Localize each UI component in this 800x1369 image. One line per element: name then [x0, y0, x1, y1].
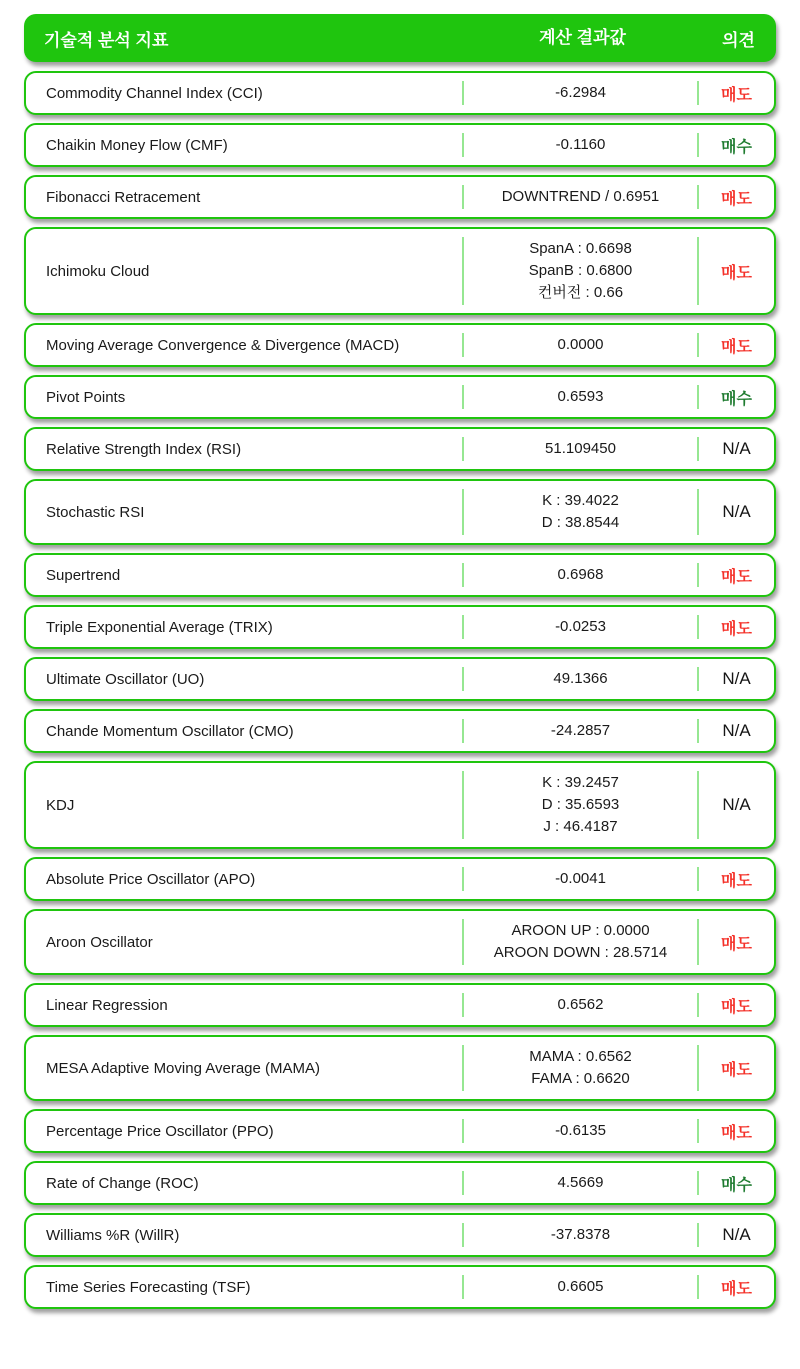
indicator-opinion: N/A: [722, 439, 751, 458]
indicator-row-19: [24, 1213, 776, 1257]
indicator-value-line: SpanA : 0.6698: [529, 240, 632, 257]
indicator-value-line: D : 38.8544: [541, 514, 620, 531]
indicator-opinion: N/A: [722, 669, 751, 688]
header-opinion-label: 의견: [722, 30, 755, 50]
indicator-row-18: [24, 1161, 776, 1205]
indicator-opinion: N/A: [722, 721, 751, 740]
indicator-value-line: 0.6605: [557, 1278, 604, 1295]
indicator-rows-list: [24, 71, 776, 1309]
indicator-opinion: 매도: [721, 1280, 752, 1298]
indicator-row-4: [24, 323, 776, 367]
indicator-row-9: [24, 605, 776, 649]
indicator-value-line: 0.6968: [557, 566, 604, 583]
indicator-name: Chaikin Money Flow (CMF): [46, 136, 228, 154]
indicator-value-line: 0.6593: [557, 388, 604, 405]
header-indicator-label: 기술적 분석 지표: [44, 30, 169, 50]
indicator-row-7: [24, 479, 776, 545]
indicator-value-line: AROON UP : 0.0000: [511, 922, 650, 939]
indicator-row-6: [24, 427, 776, 471]
indicator-value-line: 49.1366: [553, 670, 608, 687]
indicator-opinion: 매수: [721, 138, 752, 156]
indicator-value: [462, 719, 699, 743]
indicator-value: [462, 237, 699, 305]
indicator-opinion: 매도: [721, 86, 752, 104]
indicator-name: KDJ: [46, 796, 75, 814]
indicator-value: [462, 1045, 699, 1091]
indicator-name: Linear Regression: [46, 996, 168, 1014]
indicator-row-20: [24, 1265, 776, 1309]
indicator-value: [462, 1223, 699, 1247]
indicator-value-line: -24.2857: [550, 722, 611, 739]
indicator-row-14: [24, 909, 776, 975]
indicator-opinion: 매도: [721, 1124, 752, 1142]
indicator-name: Fibonacci Retracement: [46, 188, 201, 206]
indicator-name: Pivot Points: [46, 388, 126, 406]
header-value-label: 계산 결과값: [539, 28, 626, 47]
indicator-value: [462, 667, 699, 691]
indicator-value-line: -0.1160: [555, 136, 606, 153]
indicator-name: Ichimoku Cloud: [46, 262, 150, 280]
indicator-value: [462, 993, 699, 1017]
indicator-value-line: D : 35.6593: [541, 796, 620, 813]
indicator-value-line: MAMA : 0.6562: [529, 1048, 632, 1065]
indicator-row-2: [24, 175, 776, 219]
indicator-value: [462, 489, 699, 535]
indicator-value: [462, 563, 699, 587]
indicator-opinion: N/A: [722, 795, 751, 814]
indicator-row-17: [24, 1109, 776, 1153]
indicator-opinion: 매도: [721, 338, 752, 356]
indicator-name: Supertrend: [46, 566, 121, 584]
indicator-row-11: [24, 709, 776, 753]
table-header-row: [24, 14, 776, 62]
indicator-value: [462, 1275, 699, 1299]
indicator-name: Ultimate Oscillator (UO): [46, 670, 205, 688]
indicator-row-12: [24, 761, 776, 849]
indicator-value: [462, 185, 699, 209]
indicator-value: [462, 1171, 699, 1195]
indicator-value: [462, 133, 699, 157]
indicator-name: Stochastic RSI: [46, 503, 145, 521]
indicator-opinion: 매도: [721, 935, 752, 953]
indicator-value-line: J : 46.4187: [543, 818, 618, 835]
indicator-name: Time Series Forecasting (TSF): [46, 1278, 251, 1296]
indicator-name: Moving Average Convergence & Divergence (MACD): [46, 336, 400, 354]
indicator-value: [462, 437, 699, 461]
indicator-value-line: -0.6135: [555, 1122, 606, 1139]
indicator-opinion: 매수: [721, 390, 752, 408]
indicator-value-line: -6.2984: [555, 84, 606, 101]
indicator-value: [462, 385, 699, 409]
indicator-value-line: -37.8378: [550, 1226, 611, 1243]
indicator-value: [462, 615, 699, 639]
indicator-value-line: 컨버전 : 0.66: [537, 284, 624, 301]
indicator-name: Triple Exponential Average (TRIX): [46, 618, 273, 636]
indicator-name: MESA Adaptive Moving Average (MAMA): [46, 1059, 321, 1077]
indicator-row-0: [24, 71, 776, 115]
indicator-row-3: [24, 227, 776, 315]
indicator-opinion: 매도: [721, 1061, 752, 1079]
indicator-value: [462, 1119, 699, 1143]
indicator-value-line: -0.0041: [555, 870, 606, 887]
indicator-opinion: 매도: [721, 998, 752, 1016]
indicator-value: [462, 771, 699, 839]
indicator-name: Commodity Channel Index (CCI): [46, 84, 263, 102]
indicator-name: Absolute Price Oscillator (APO): [46, 870, 256, 888]
indicator-value-line: AROON DOWN : 28.5714: [493, 944, 668, 961]
indicator-opinion: 매도: [721, 620, 752, 638]
indicator-opinion: N/A: [722, 1225, 751, 1244]
indicator-value: [462, 81, 699, 105]
indicator-opinion: 매도: [721, 264, 752, 282]
indicator-value: [462, 333, 699, 357]
indicator-value-line: FAMA : 0.6620: [531, 1070, 630, 1087]
indicator-value-line: 51.109450: [545, 440, 616, 457]
indicator-name: Chande Momentum Oscillator (CMO): [46, 722, 294, 740]
indicator-value: [462, 919, 699, 965]
indicator-name: Williams %R (WillR): [46, 1226, 180, 1244]
indicator-row-13: [24, 857, 776, 901]
indicator-name: Relative Strength Index (RSI): [46, 440, 242, 458]
indicator-value-line: DOWNTREND / 0.6951: [501, 188, 660, 205]
indicator-value-line: 0.6562: [557, 996, 604, 1013]
indicator-row-16: [24, 1035, 776, 1101]
indicator-name: Aroon Oscillator: [46, 933, 153, 951]
indicator-opinion: N/A: [722, 502, 751, 521]
indicator-opinion: 매도: [721, 190, 752, 208]
indicator-opinion: 매도: [721, 568, 752, 586]
indicator-value-line: 4.5669: [557, 1174, 604, 1191]
indicator-row-5: [24, 375, 776, 419]
indicator-value: [462, 867, 699, 891]
indicator-value-line: -0.0253: [555, 618, 606, 635]
indicator-name: Percentage Price Oscillator (PPO): [46, 1122, 274, 1140]
indicator-name: Rate of Change (ROC): [46, 1174, 199, 1192]
indicator-row-15: [24, 983, 776, 1027]
indicator-opinion: 매도: [721, 872, 752, 890]
indicator-row-10: [24, 657, 776, 701]
indicator-row-8: [24, 553, 776, 597]
indicator-value-line: K : 39.2457: [542, 774, 619, 791]
indicator-opinion: 매수: [721, 1176, 752, 1194]
indicator-row-1: [24, 123, 776, 167]
indicator-value-line: SpanB : 0.6800: [528, 262, 633, 279]
indicator-value-line: 0.0000: [557, 336, 604, 353]
indicator-value-line: K : 39.4022: [542, 492, 619, 509]
